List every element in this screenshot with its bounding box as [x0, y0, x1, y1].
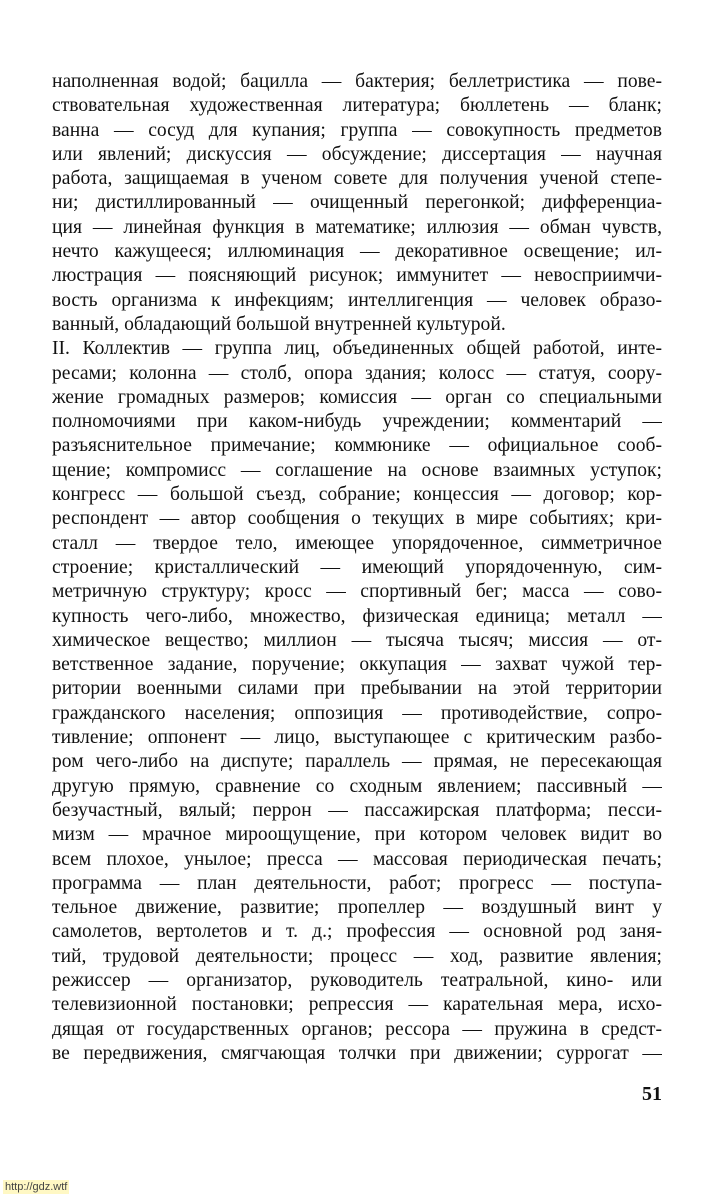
text-line: полномочиями при каком-нибудь учреждении; комментарий —: [52, 411, 662, 433]
text-line: конгресс — большой съезд, собрание; концессия — договор; кор-: [52, 484, 662, 506]
source-watermark[interactable]: http://gdz.wtf: [5, 1181, 68, 1193]
text-line: ствовательная художественная литература; бюллетень — бланк;: [52, 95, 662, 117]
text-line: дящая от государственных органов; рессора — пружина в средст-: [52, 1018, 662, 1040]
text-line: разъяснительное примечание; коммюнике — официальное сооб-: [52, 435, 662, 457]
text-line: другую прямую, сравнение со сходным явлением; пассивный —: [52, 775, 662, 797]
text-line: ванный, обладающий большой внутренней культурой.: [52, 313, 506, 335]
text-line: режиссер — организатор, руководитель театральной, кино- или: [52, 969, 662, 991]
text-line: всем плохое, унылое; пресса — массовая периодическая печать;: [52, 848, 662, 870]
text-line: работа, защищаемая в ученом совете для получения ученой степе-: [52, 168, 662, 190]
page-number: 51: [642, 1083, 662, 1105]
text-line: ветственное задание, поручение; оккупация — захват чужой тер-: [52, 654, 662, 676]
text-line: тельное движение, развитие; пропеллер — воздушный винт у: [52, 897, 662, 919]
text-line: купность чего-либо, множество, физическая единица; металл —: [52, 605, 662, 627]
text-line: строение; кристаллический — имеющий упорядоченную, сим-: [52, 556, 662, 578]
text-line: жение громадных размеров; комиссия — орган со специальными: [52, 386, 662, 408]
text-line: тивление; оппонент — лицо, выступающее с критическим разбо-: [52, 727, 662, 749]
text-line: телевизионной постановки; репрессия — карательная мера, исхо-: [52, 994, 662, 1016]
text-line: тий, трудовой деятельности; процесс — ход, развитие явления;: [52, 945, 662, 967]
text-line: ванна — сосуд для купания; группа — совокупность предметов: [52, 119, 662, 141]
text-line: химическое вещество; миллион — тысяча тысяч; миссия — от-: [52, 629, 662, 651]
text-line: ни; дистиллированный — очищенный перегонкой; дифференциа-: [52, 192, 662, 214]
text-line: нечто кажущееся; иллюминация — декоративное освещение; ил-: [52, 241, 662, 263]
text-line: респондент — автор сообщения о текущих в мире событиях; кри-: [52, 508, 662, 530]
text-line: или явлений; дискуссия — обсуждение; диссертация — научная: [52, 143, 662, 165]
text-line: люстрация — поясняющий рисунок; иммунитет — невосприимчи-: [52, 265, 662, 287]
text-line: безучастный, вялый; перрон — пассажирская платформа; песси-: [52, 799, 662, 821]
text-line: ресами; колонна — столб, опора здания; колосс — статуя, соору-: [52, 362, 662, 384]
text-line: наполненная водой; бацилла — бактерия; беллетристика — пове-: [52, 71, 662, 92]
text-line: ция — линейная функция в математике; иллюзия — обман чувств,: [52, 216, 662, 238]
body-text: [52, 70, 662, 1066]
text-line: ром чего-либо на диспуте; параллель — прямая, не пересекающая: [52, 751, 662, 773]
text-line: мизм — мрачное мироощущение, при котором человек видит во: [52, 824, 662, 846]
text-line: самолетов, вертолетов и т. д.; профессия — основной род заня-: [52, 921, 662, 943]
text-line: ве передвижения, смягчающая толчки при движении; суррогат —: [52, 1042, 662, 1064]
text-line: вость организма к инфекциям; интеллигенция — человек образо-: [52, 289, 662, 311]
text-line: метричную структуру; кросс — спортивный бег; масса — сово-: [52, 581, 662, 603]
text-line: гражданского населения; оппозиция — противодействие, сопро-: [52, 702, 662, 724]
text-line: программа — план деятельности, работ; прогресс — поступа-: [52, 872, 662, 894]
text-line: щение; компромисс — соглашение на основе взаимных уступок;: [52, 459, 662, 481]
text-line: ритории военными силами при пребывании на этой территории: [52, 678, 662, 700]
text-line: сталл — твердое тело, имеющее упорядоченное, симметричное: [52, 532, 662, 554]
text-line: II. Коллектив — группа лиц, объединенных общей работой, инте-: [52, 338, 662, 360]
